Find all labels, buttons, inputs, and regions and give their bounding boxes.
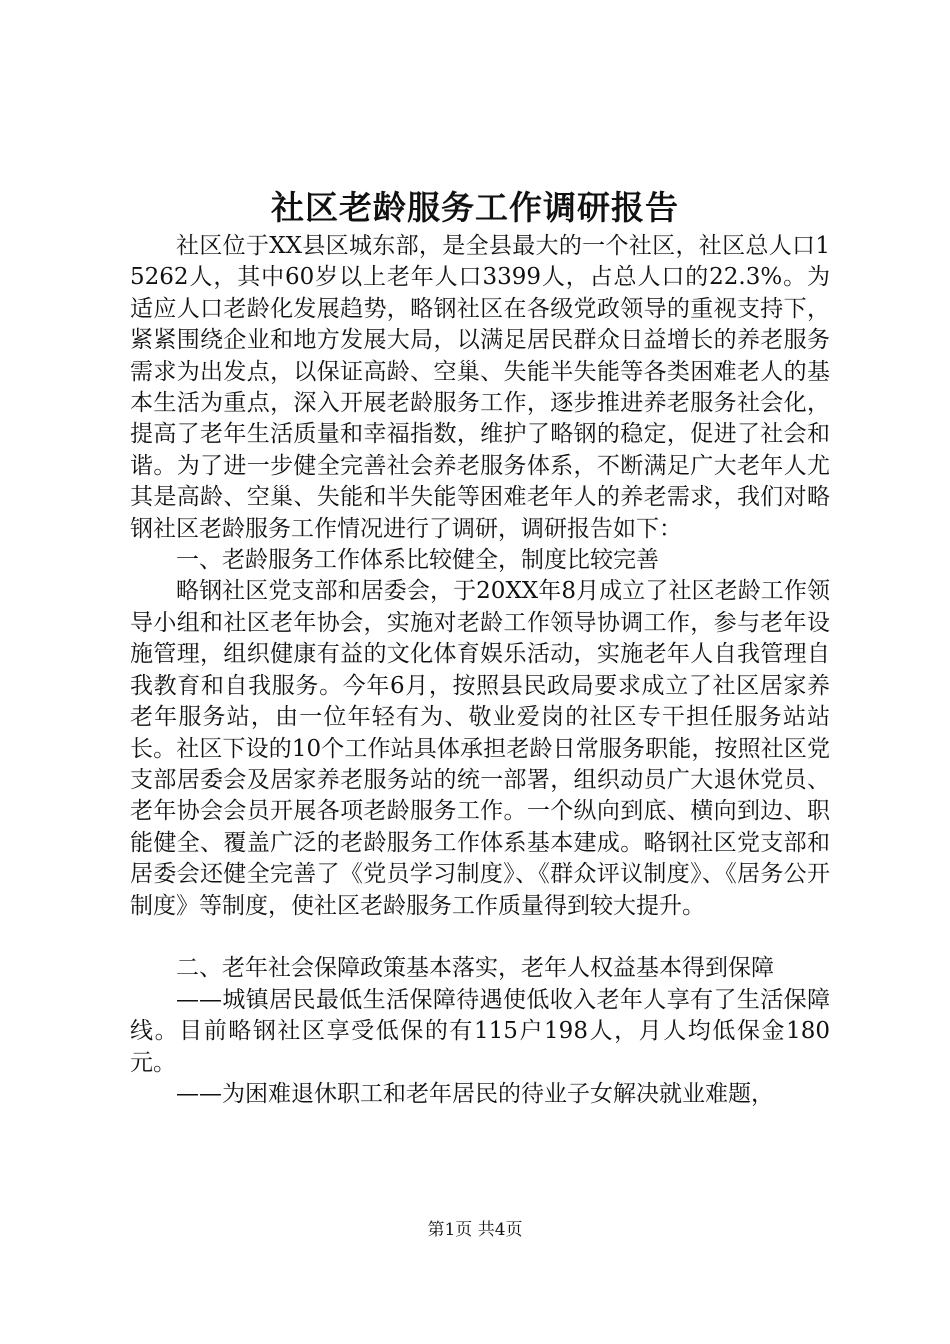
section-2-paragraph-2: ——为困难退休职工和老年居民的待业子女解决就业难题， bbox=[176, 1080, 774, 1107]
document-title: 社区老龄服务工作调研报告 bbox=[271, 188, 679, 227]
document-body bbox=[130, 231, 830, 1110]
blank-line bbox=[130, 922, 830, 953]
section-1-paragraph: 略钢社区党支部和居委会，于20XX年8月成立了社区老龄工作领导小组和社区老年协会，实施对老龄工作领导协调工作，参与老年设施管理，组织健康有益的文化体育娱乐活动，实施老年人自我管理自我教育和自我服务。今年6月，按照县民政局要求成立了社区居家养老年服务站，由一位年轻有为、敬业爱岗的社区专干担任服务站站长。社区下设的10个工作站具体承担老龄日常服务职能，按照社区党支部居委会及居家养老服务站的统一部署，组织动员广大退休党员、老年协会会员开展各项老龄服务工作。一个纵向到底、横向到边、职能健全、覆盖广泛的老龄服务工作体系基本建成。略钢社区党支部和居委会还健全完善了《党员学习制度》、《群众评议制度》、《居务公开制度》等制度，使社区老龄服务工作质量得到较大提升。 bbox=[130, 578, 830, 919]
intro-paragraph: 社区位于XX县区城东部，是全县最大的一个社区，社区总人口15262人，其中60岁以上老年人口3399人，占总人口的22.3%。为适应人口老龄化发展趋势，略钢社区在各级党政领导的重视支持下，紧紧围绕企业和地方发展大局，以满足居民群众日益增长的养老服务需求为出发点，以保证高龄、空巢、失能半失能等各类困难老人的基本生活为重点，深入开展老龄服务工作，逐步推进养老服务社会化，提高了老年生活质量和幸福指数，维护了略钢的稳定，促进了社会和谐。为了进一步健全完善社会养老服务体系，不断满足广大老年人尤其是高龄、空巢、失能和半失能等困难老年人的养老需求，我们对略钢社区老龄服务工作情况进行了调研，调研报告如下： bbox=[130, 233, 830, 542]
section-heading-2: 二、老年社会保障政策基本落实，老年人权益基本得到保障 bbox=[176, 955, 774, 982]
page-footer: 第1页 共4页 bbox=[427, 1220, 523, 1240]
section-heading-1: 一、老龄服务工作体系比较健全，制度比较完善 bbox=[176, 547, 659, 574]
section-2-paragraph-1: ——城镇居民最低生活保障待遇使低收入老年人享有了生活保障线。目前略钢社区享受低保的有115户198人，月人均低保金180元。 bbox=[130, 986, 830, 1076]
